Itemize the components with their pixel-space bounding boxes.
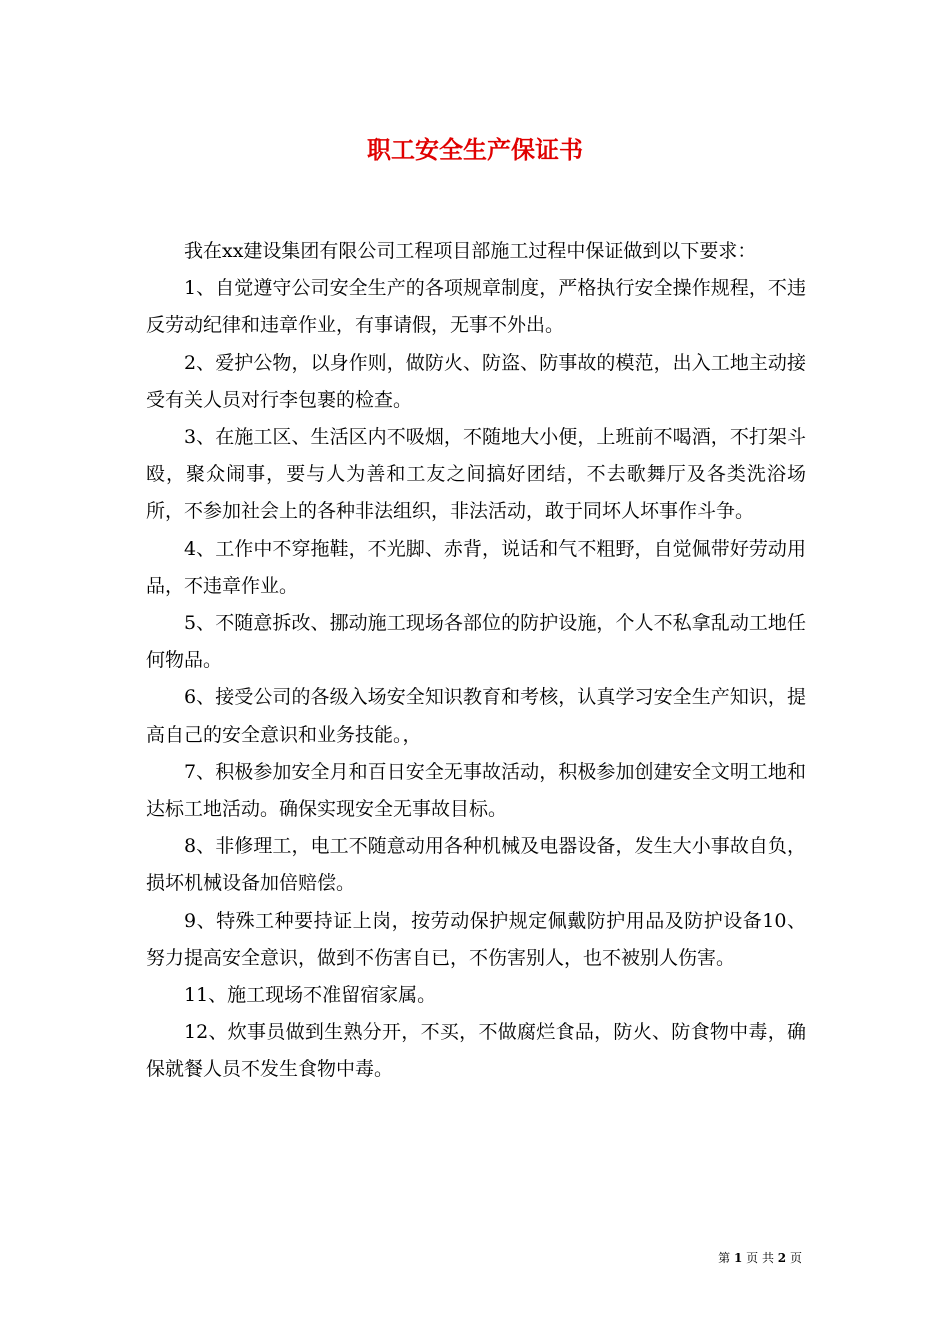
footer-suffix: 页	[789, 1251, 802, 1265]
clause-paragraph: 7、积极参加安全月和百日安全无事故活动，积极参加创建安全文明工地和达标工地活动。确保实现安全无事故目标。	[146, 760, 806, 821]
clause-paragraph: 5、不随意拆改、挪动施工现场各部位的防护设施，个人不私拿乱动工地任何物品。	[146, 612, 806, 672]
clause-paragraph: 9、特殊工种要持证上岗，按劳动保护规定佩戴防护用品及防护设备10、努力提高安全意识，做到不伤害自已，不伤害别人，也不被别人伤害。	[146, 909, 806, 969]
clause-paragraph: 2、爱护公物，以身作则，做防火、防盗、防事故的模范，出入工地主动接受有关人员对行李包裹的检查。	[146, 351, 806, 411]
document-body	[146, 233, 806, 1089]
clause-paragraph: 11、施工现场不准留宿家属。	[184, 984, 437, 1007]
clause-paragraph: 1、自觉遵守公司安全生产的各项规章制度，严格执行安全操作规程，不违反劳动纪律和违章作业，有事请假，无事不外出。	[146, 277, 806, 337]
current-page-number: 1	[733, 1251, 743, 1265]
footer-prefix: 第	[718, 1251, 731, 1265]
intro-paragraph: 我在xx建设集团有限公司工程项目部施工过程中保证做到以下要求：	[184, 240, 757, 262]
document-title: 职工安全生产保证书	[367, 135, 583, 164]
clause-paragraph: 8、非修理工，电工不随意动用各种机械及电器设备，发生大小事故自负，损坏机械设备加倍赔偿。	[146, 835, 806, 895]
clause-paragraph: 3、在施工区、生活区内不吸烟，不随地大小便，上班前不喝酒，不打架斗殴，聚众闹事，要与人为善和工友之间搞好团结，不去歌舞厅及各类洗浴场所，不参加社会上的各种非法组织，非法活动，敢于同坏人坏事作斗争。	[146, 426, 806, 523]
footer-middle: 页 共	[746, 1251, 774, 1265]
clause-paragraph: 12、炊事员做到生熟分开，不买，不做腐烂食品，防火、防食物中毒，确保就餐人员不发生食物中毒。	[146, 1021, 806, 1081]
total-page-number: 2	[777, 1251, 787, 1265]
clause-paragraph: 4、工作中不穿拖鞋，不光脚、赤背，说话和气不粗野，自觉佩带好劳动用品，不违章作业。	[146, 537, 806, 597]
clause-paragraph: 6、接受公司的各级入场安全知识教育和考核，认真学习安全生产知识，提高自己的安全意识和业务技能。，	[146, 686, 806, 746]
page-number-footer	[718, 1250, 802, 1266]
